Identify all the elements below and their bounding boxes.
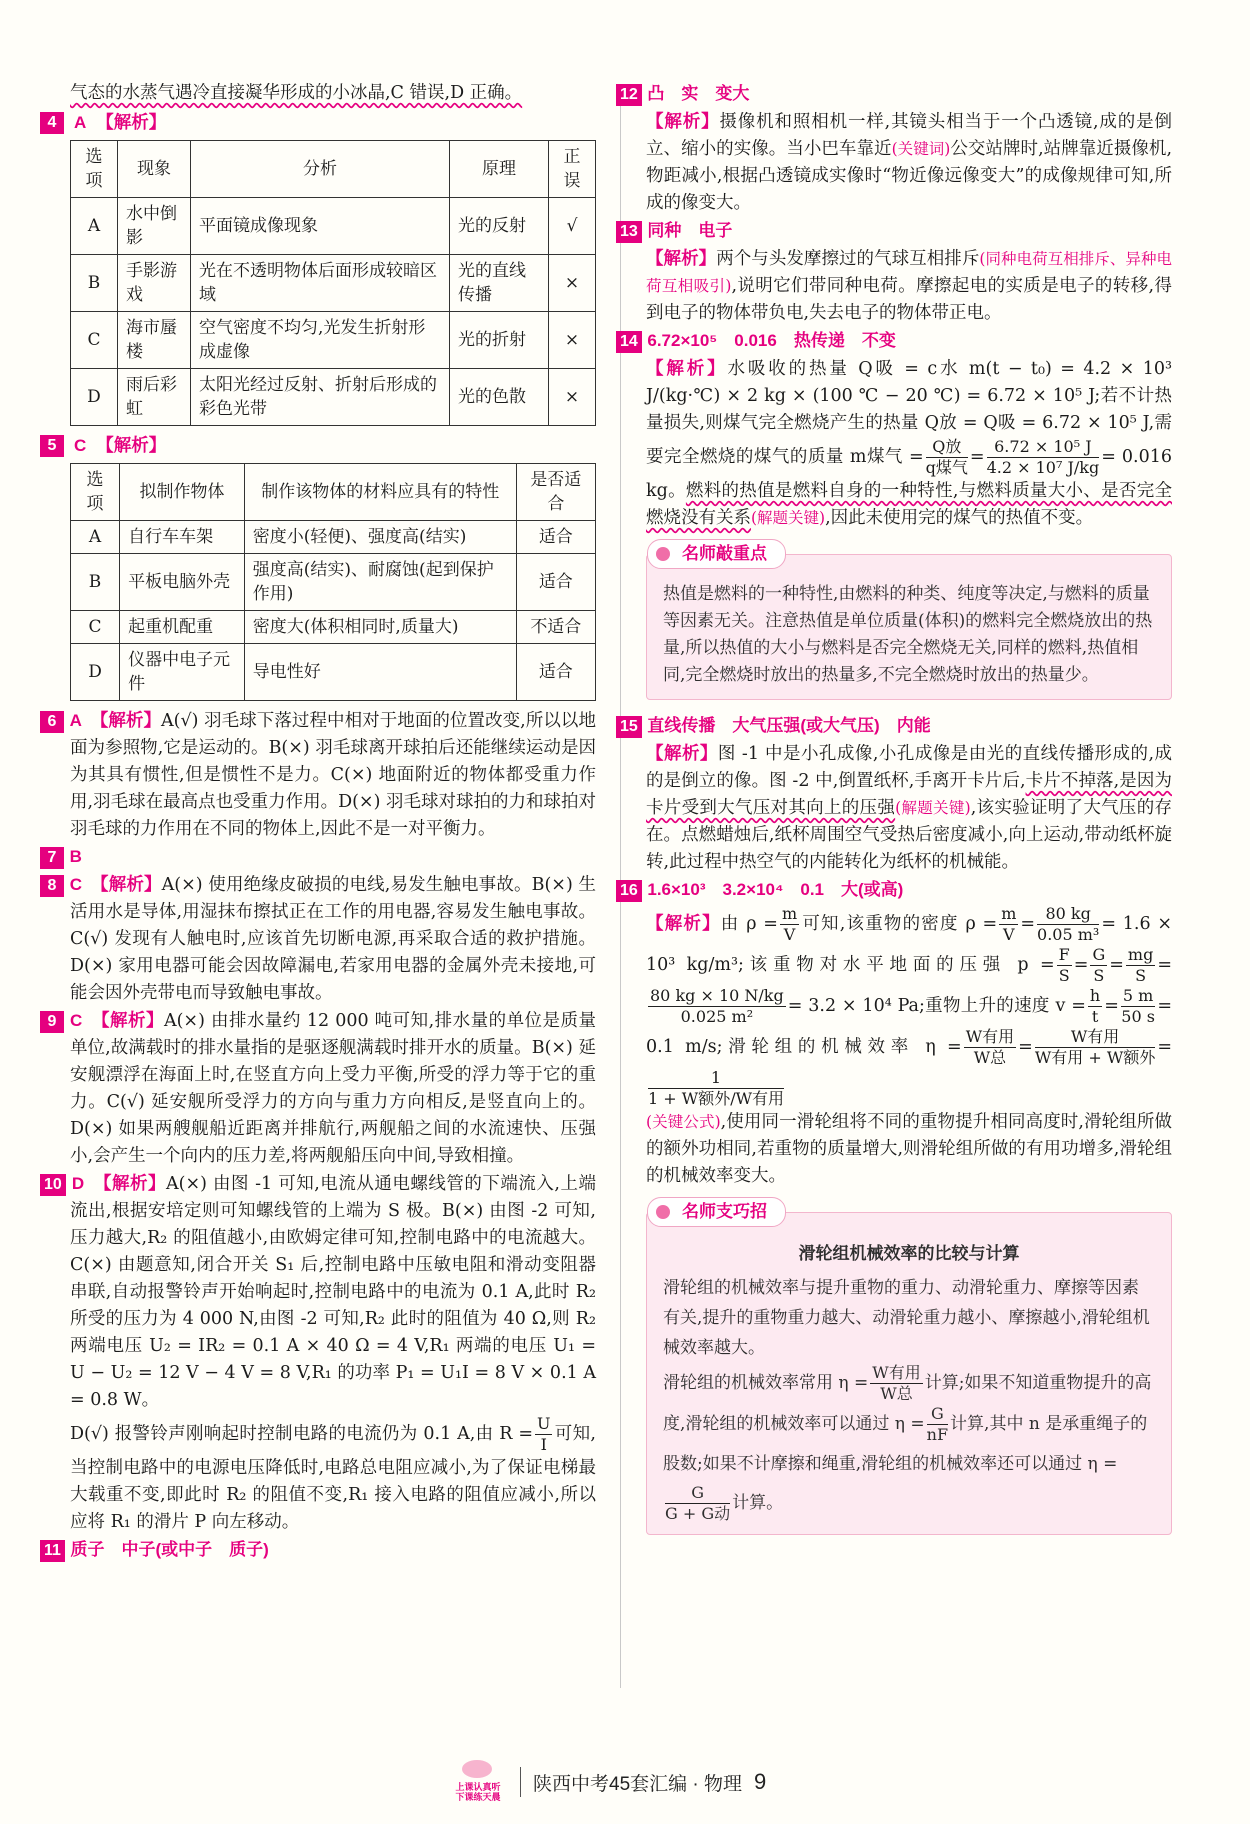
q16-text-1: 由 ρ = (720, 914, 778, 934)
intro-text: 气态的水蒸气遇冷直接凝华形成的小冰晶,C 错误,D 正确。 (70, 83, 523, 103)
q4-cell: 光的反射 (450, 198, 549, 255)
q16-header (620, 876, 1172, 904)
q16-frac-11 (1035, 1027, 1155, 1068)
q16-frac-7 (648, 986, 786, 1027)
q15-number: 15 (616, 716, 642, 738)
q8-number: 8 (40, 875, 64, 897)
tip-box-2 (646, 1202, 1172, 1535)
table-row (71, 611, 596, 644)
q16-tag: 【解析】 (646, 913, 721, 933)
frac-numerator: m (781, 904, 798, 923)
q10-text-2a: D(√) 报警铃声刚响起时控制电路的电流仍为 0.1 A,由 R = (70, 1424, 533, 1444)
frac-numerator: W有用 (965, 1027, 1015, 1046)
frac-denominator: I (540, 1435, 547, 1454)
q10-text-1: A(×) 由图 -1 可知,电流从通电螺线管的下端流入,上端流出,根据安培定则可知螺线管的上端为 S 极。B(×) 由图 -2 可知,压力越大,R₂ 的阻值越小,由欧姆定律可知,控制电路中的电流越大。C(×) 由题意知,闭合开关 S₁ 后,控制电路中压敏电阻和滑动变阻器串联,自动报警铃声开始响起时,控制电路中的电流为 0.1 A,此时 R₂ 所受的压力为 4 000 N,由图 -2 可知,R₂ 此时的阻值为 40 Ω,则 R₂ 两端电压 U₂ = IR₂ = 0.1 A × 40 Ω = 4 V,R₁ 两端的电压 U₁ = U − U₂ = 12 V − 4 V = 8 V,R₁ 的功率 P₁ = U₁I = 8 V × 0.1 A = 0.8 W。 (70, 1174, 597, 1410)
q4-cell: 雨后彩虹 (118, 369, 191, 426)
frac-denominator: 0.025 m² (680, 1007, 754, 1026)
tip-box-2-para-2 (663, 1363, 1155, 1524)
q10-block (44, 1170, 597, 1414)
frac-numerator: U (537, 1414, 551, 1433)
page-number: 9 (754, 1769, 767, 1794)
q8-tag: 【解析】 (99, 874, 162, 894)
q4-cell: × (549, 369, 596, 426)
table-row (71, 521, 596, 554)
q4-cell: × (549, 312, 596, 369)
q14-number: 14 (616, 331, 642, 353)
q13-note: (同种电荷互相排斥、异种电荷互相吸引) (646, 250, 1172, 295)
table-row (71, 554, 596, 611)
q5-cell: 自行车车架 (120, 521, 245, 554)
frac-denominator: t (1091, 1007, 1099, 1026)
q14-body (646, 355, 1172, 532)
q16-frac-6 (1126, 945, 1155, 986)
q4-cell: 光在不透明物体后面形成较暗区域 (191, 255, 450, 312)
q4-header-cell: 原理 (450, 141, 549, 198)
frac-numerator: G (1092, 945, 1106, 964)
frac-denominator: 4.2 × 10⁷ J/kg (986, 458, 1100, 477)
frac-numerator: 5 m (1122, 986, 1154, 1005)
left-column (44, 80, 597, 1564)
page-footer (448, 1760, 766, 1804)
frac-denominator: nF (926, 1425, 949, 1444)
q6-tag: 【解析】 (99, 710, 162, 730)
q12-number: 12 (616, 84, 642, 106)
q4-cell: 太阳光经过反射、折射后形成的彩色光带 (191, 369, 450, 426)
frac-numerator: Q放 (926, 437, 968, 458)
q16-frac-10 (964, 1027, 1016, 1068)
q12-body (646, 108, 1172, 217)
q16-frac-5 (1090, 945, 1107, 986)
q5-tag: 【解析】 (96, 435, 167, 455)
q8-answer: C (69, 875, 82, 894)
q14-note: (解题关键) (751, 509, 826, 527)
frac-denominator: W总 (880, 1384, 913, 1403)
q14-header (620, 327, 1172, 355)
table-row (71, 255, 596, 312)
q16-answer: 1.6×10³ 3.2×10⁴ 0.1 大(或高) (647, 880, 904, 899)
q13-tag: 【解析】 (646, 248, 717, 268)
q16-text-3: 1.6 × 10³ kg/m³;该重物对水平地面的压强 p = (646, 914, 1173, 975)
q4-cell: 空气密度不均匀,光发生折射形成虚像 (191, 312, 450, 369)
table-row (71, 644, 596, 701)
q13-header (620, 217, 1172, 245)
q14-text-a: 水吸收的热量 Q吸 = c水 m(t − t₀) = 4.2 × 10³ J/(kg·℃) × 2 kg × (100 ℃ − 20 ℃) = 6.72 × 10⁵ J;若不计热量损失,则煤气完全燃烧产生的热量 Q放 = Q吸 = 6.72 × 10⁵ J,需要完全燃烧的煤气的质量 m煤气 = (646, 359, 1173, 467)
q12-answer: 凸 实 变大 (647, 84, 750, 103)
q13-number: 13 (616, 221, 642, 243)
q4-tag: 【解析】 (96, 112, 167, 132)
q16-text-6: ,使用同一滑轮组将不同的重物提升相同高度时,滑轮组所做的额外功相同,若重物的质量增大,则滑轮组所做的有用功增多,滑轮组的机械效率变大。 (646, 1112, 1172, 1186)
q8-block (47, 871, 597, 1007)
q12-tag: 【解析】 (646, 111, 720, 131)
q5-cell: A (71, 521, 120, 554)
q5-cell: 密度小(轻便)、强度高(结实) (244, 521, 516, 554)
q15-text-a: 图 -1 中是小孔成像,小孔成像是由光的直线传播形成的,成的是倒立的像。图 -2 中,倒置纸杯,手离开卡片后, (646, 744, 1173, 791)
frac-numerator: h (1089, 986, 1101, 1005)
q4-cell: × (549, 255, 596, 312)
q6-text: A(√) 羽毛球下落过程中相对于地面的位置改变,所以以地面为参照物,它是运动的。B(×) 羽毛球离开球拍后还能继续运动是因为其具有惯性,但是惯性不是力。C(×) 地面附近的物体都受重力作用,羽毛球在最高点也受重力作用。D(×) 羽毛球对球拍的力和球拍对羽毛球的力作用在不同的物体上,因此不是一对平衡力。 (70, 711, 596, 839)
q13-answer: 同种 电子 (647, 221, 733, 240)
q10-tag: 【解析】 (102, 1173, 166, 1193)
q5-header-cell: 拟制作物体 (120, 464, 245, 521)
frac-denominator: W有用 + W额外 (1034, 1048, 1156, 1067)
q9-text: A(×) 由排水量约 12 000 吨可知,排水量的单位是质量单位,故满载时的排水量指的是驱逐舰满载时排开水的质量。B(×) 延安舰漂浮在海面上时,在竖直方向上受力平衡,所受的浮力等于它的重力。C(√) 延安舰所受浮力的方向与重力方向相反,是竖直向上的。D(×) 如果两艘舰船近距离并排航行,两舰船之间的水流速快、压强小,会产生一个向内的压力差,将两舰船压向中间,导致相撞。 (70, 1011, 596, 1166)
q16-frac-2 (999, 904, 1018, 945)
q12-text-a: 摄像机和照相机一样,其镜头相当于一个凸透镜,成的是倒立、缩小的实像。当小巴车靠近 (646, 112, 1173, 159)
right-column (620, 80, 1173, 1547)
q14-frac-1 (926, 437, 968, 478)
q15-tag: 【解析】 (646, 743, 718, 763)
q12-text-b: 公交站牌时,站牌靠近摄像机,物距减小,根据凸透镜成实像时“物近像远像变大”的成像规律可知,所成的像变大。 (646, 139, 1173, 213)
q5-header-cell: 选项 (71, 464, 120, 521)
q12-header (620, 80, 1172, 108)
q16-number: 16 (616, 880, 642, 902)
q5-header-cell: 制作该物体的材料应具有的特性 (244, 464, 516, 521)
q14-tag: 【解析】 (646, 358, 728, 378)
q4-header (47, 109, 596, 136)
frac-numerator: G (927, 1404, 948, 1425)
q9-answer: C (70, 1011, 83, 1030)
frac-denominator: q煤气 (925, 458, 968, 477)
tip-box-2-text-d: 计算。 (732, 1493, 784, 1513)
q4-header-cell: 现象 (118, 141, 191, 198)
frac-numerator: W有用 (872, 1363, 921, 1382)
q5-answer: C (74, 436, 87, 455)
q4-cell: √ (549, 198, 596, 255)
q5-header (47, 432, 596, 459)
q4-cell: A (71, 198, 118, 255)
q16-body-2 (646, 1109, 1172, 1190)
frac-denominator: V (783, 925, 796, 944)
frac-denominator: S (1093, 966, 1105, 985)
frac-numerator: 80 kg (1037, 904, 1099, 925)
q11-number: 11 (40, 1540, 65, 1562)
q4-cell: D (71, 369, 118, 426)
q16-frac-12 (648, 1068, 784, 1109)
frac-denominator: W总 (973, 1048, 1007, 1067)
frac-denominator: S (1058, 966, 1070, 985)
table-row (71, 369, 596, 426)
tip-box-1-text: 热值是燃料的一种特性,由燃料的种类、纯度等决定,与燃料的质量等因素无关。注意热值是单位质量(体积)的燃料完全燃烧放出的热量,所以热值的大小与燃料是否完全燃烧无关,同样的燃料,热值相同,完全燃烧时放出的热量多,不完全燃烧时放出的热量少。 (663, 584, 1153, 685)
table-row (71, 312, 596, 369)
logo-text (448, 1782, 508, 1802)
logo-line-2: 下课练天晨 (455, 1792, 501, 1802)
q6-block (47, 707, 596, 843)
q5-cell: D (71, 644, 120, 701)
q16-body: 【解析】由 ρ = $\frac{m}{V}$ 可知,该重物的密度 ρ = $\frac{m}{V}$ = $\frac{80 kg}{\text{0.05 m³}}$ = 1.6 × 10³ kg/m³;该重物对水平地面的压强 p = $\frac{F}{S}$ = $\frac{G}{S}$ = $\frac{mg}{S}$ = $\frac{80 kg \times 10 N/kg}{\text{0.025 m²}}$ = 3.2 × 10⁴ Pa;重物上升的速度 v = $\frac{h}{t}$ = $\frac{5 m}{50 s}$ = 0.1 m/s;滑轮组的机械效率 η = $\frac{\text{W有用}}{\text{W总}}$ = $\frac{\text{W有用}}{\text{W有用 + W额外}}$ = $\frac{1}{\text{1 + W额外/W有用}}$ (646, 904, 1173, 1108)
q4-table (70, 140, 596, 426)
q16-frac-1 (780, 904, 799, 945)
q13-body (646, 245, 1172, 327)
tip-box-2-text-c: 计算,其中 n 是承重绳子的股数;如果不计摩擦和绳重,滑轮组的机械效率还可以通过 η = (663, 1414, 1148, 1474)
box2-frac-2 (927, 1404, 948, 1445)
footer-separator (520, 1767, 521, 1797)
q13-text-b: ,说明它们带同种电荷。摩擦起电的实质是电子的转移,得到电子的物体带负电,失去电子的物体带正电。 (646, 276, 1172, 323)
q16-frac-3 (1037, 904, 1099, 945)
q4-cell: 海市蜃楼 (118, 312, 191, 369)
q4-number: 4 (40, 112, 64, 134)
q16-frac-9 (1121, 986, 1155, 1027)
table-row (71, 198, 596, 255)
q4-cell: 平面镜成像现象 (191, 198, 450, 255)
q5-cell: 起重机配重 (120, 611, 245, 644)
q10-text-2b: 可知,当控制电路中的电源电压降低时,电路总电阻应减小,为了保证电梯最大载重不变,即此时 R₂ 的阻值不变,R₁ 接入电路的阻值应减小,所以应将 R₁ 的滑片 P 向左移动。 (70, 1424, 596, 1532)
q5-cell: 强度高(结实)、耐腐蚀(起到保护作用) (244, 554, 516, 611)
q10-fraction (535, 1414, 552, 1455)
q14-answer: 6.72×10⁵ 0.016 热传递 不变 (647, 331, 896, 350)
q12-note: (关键词) (891, 140, 951, 158)
q14-equals: = (969, 447, 985, 467)
frac-denominator: G + G动 (665, 1504, 731, 1523)
q7-block (47, 843, 596, 871)
q10-answer: D (71, 1174, 85, 1193)
book-title: 陕西中考45套汇编 · 物理 (533, 1773, 743, 1795)
q9-tag: 【解析】 (100, 1010, 164, 1030)
box2-frac-1 (870, 1363, 922, 1404)
q16-note: (关键公式) (646, 1113, 721, 1131)
frac-numerator: G (665, 1483, 730, 1504)
frac-numerator: mg (1127, 945, 1154, 964)
tip-box-1-title: 名师敲重点 (647, 539, 786, 569)
q15-body (646, 740, 1172, 876)
q14-text-b: = 0.016 kg。 (646, 447, 1172, 501)
q9-block (47, 1007, 596, 1170)
q15-key-sentence: 卡片不掉落,是因为卡片受到大气压对其向上的压强 (646, 771, 1172, 818)
q5-cell: 平板电脑外壳 (120, 554, 245, 611)
q5-table (70, 463, 596, 701)
tip-box-2-text-a: 滑轮组的机械效率常用 η = (663, 1373, 869, 1393)
tip-box-2-title: 名师支巧招 (647, 1197, 786, 1227)
tip-box-1 (646, 544, 1172, 700)
frac-numerator: 6.72 × 10⁵ J (987, 437, 1100, 458)
q15-answer: 直线传播 大气压强(或大气压) 内能 (647, 716, 931, 735)
tip-box-2-para-1: 滑轮组的机械效率与提升重物的重力、动滑轮重力、摩擦等因素有关,提升的重物重力越大、动滑轮重力越小、摩擦越小,滑轮组机械效率越大。 (663, 1278, 1150, 1358)
frac-denominator: S (1135, 966, 1147, 985)
tip-box-2-heading: 滑轮组机械效率的比较与计算 (798, 1244, 1020, 1263)
q10-block-2 (70, 1414, 596, 1536)
q4-answer: A (74, 113, 87, 132)
q7-number: 7 (40, 847, 64, 869)
q4-cell: 光的直线传播 (450, 255, 549, 312)
frac-denominator: 1 + W额外/W有用 (648, 1089, 785, 1108)
q5-cell: C (71, 611, 120, 644)
q4-cell: C (71, 312, 118, 369)
q5-cell: 适合 (516, 644, 595, 701)
q11-block (44, 1536, 596, 1564)
frac-numerator: F (1058, 945, 1070, 964)
q5-cell: 密度大(体积相同时,质量大) (244, 611, 516, 644)
intro-line (70, 80, 596, 107)
q16-text-4: = 3.2 × 10⁴ Pa;重物上升的速度 v = (787, 996, 1086, 1016)
q15-note: (解题关键) (895, 799, 971, 817)
brand-logo (448, 1760, 508, 1804)
q16-text-5: 0.1 m/s;滑轮组的机械效率 η = (646, 1037, 962, 1057)
logo-line-1: 上课认真听 (455, 1782, 501, 1792)
q6-answer: A (69, 711, 82, 730)
q16-text-2: 可知,该重物的密度 ρ = (801, 914, 998, 934)
q5-cell: 仪器中电子元件 (120, 644, 245, 701)
q5-cell: 适合 (516, 554, 595, 611)
frac-denominator: 0.05 m³ (1037, 925, 1100, 944)
q9-number: 9 (40, 1011, 64, 1033)
q5-cell: 适合 (516, 521, 595, 554)
q5-cell: 导电性好 (244, 644, 516, 701)
frac-numerator: 80 kg × 10 N/kg (650, 986, 784, 1005)
q15-text-b: ,该实验证明了大气压的存在。点燃蜡烛后,纸杯周围空气受热后密度减小,向上运动,带动纸杯旋转,此过程中热空气的内能转化为纸杯的机械能。 (646, 798, 1173, 872)
q6-number: 6 (40, 711, 64, 733)
q4-header-cell: 选项 (71, 141, 118, 198)
frac-denominator: 50 s (1121, 1007, 1155, 1026)
q10-number: 10 (40, 1174, 66, 1196)
q16-frac-4 (1057, 945, 1072, 986)
q4-cell: 光的色散 (450, 369, 549, 426)
frac-numerator: 1 (648, 1068, 784, 1089)
q11-answer: 质子 中子(或中子 质子) (70, 1540, 269, 1559)
q5-cell: B (71, 554, 120, 611)
q14-text-c: ,因此未使用完的煤气的热值不变。 (825, 508, 1094, 528)
q15-header (620, 712, 1172, 740)
q5-number: 5 (40, 435, 64, 457)
q4-cell: 手影游戏 (118, 255, 191, 312)
q4-cell: B (71, 255, 118, 312)
q4-cell: 水中倒影 (118, 198, 191, 255)
frac-numerator: m (1001, 904, 1017, 923)
frac-numerator: W有用 (1035, 1027, 1155, 1048)
q4-cell: 光的折射 (450, 312, 549, 369)
q14-frac-2 (987, 437, 1100, 478)
q5-cell: 不适合 (516, 611, 595, 644)
q4-header-cell: 分析 (191, 141, 450, 198)
q14-key-sentence: 燃料的热值是燃料自身的一种特性,与燃料质量大小、是否完全燃烧没有关系 (646, 481, 1172, 528)
q13-text-a: 两个与头发摩擦过的气球互相排斥 (716, 249, 980, 269)
q7-answer: B (69, 847, 82, 866)
q4-header-cell: 正误 (549, 141, 596, 198)
q16-frac-8 (1088, 986, 1102, 1027)
frac-denominator: V (1002, 925, 1015, 944)
flower-icon (462, 1760, 492, 1778)
box2-frac-3 (665, 1483, 730, 1524)
tip-box-2-text-b: 计算;如果不知道重物提升的高度,滑轮组的机械效率可以通过 η = (663, 1373, 1152, 1434)
q8-text: A(×) 使用绝缘皮破损的电线,易发生触电事故。B(×) 生活用水是导体,用湿抹布擦拭正在工作的用电器,容易发生触电事故。C(√) 发现有人触电时,应该首先切断电源,再采取合适的救护措施。D(×) 家用电器可能会因故障漏电,若家用电器的金属外壳未接地,可能会因外壳带电而导致触电事故。 (70, 875, 597, 1003)
q5-header-cell: 是否适合 (516, 464, 595, 521)
